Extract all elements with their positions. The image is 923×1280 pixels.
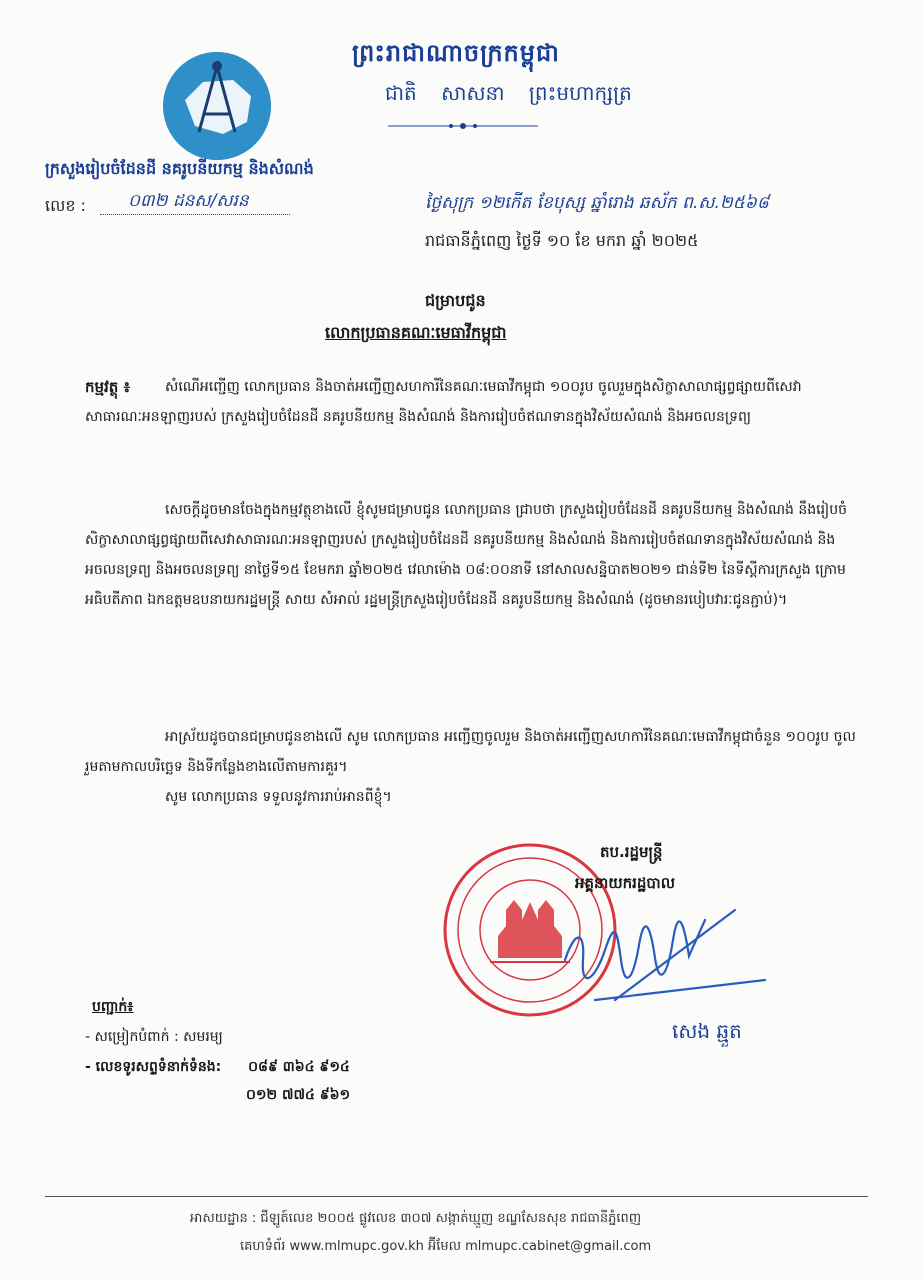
- notes-phone-row: [85, 1057, 350, 1078]
- address-to-label: ជម្រាបជូន: [425, 291, 486, 310]
- notes-phone-2: ០១២ ៧៧៤ ៩៦១: [246, 1087, 351, 1103]
- ministry-name: ក្រសួងរៀបចំដែនដី នគរូបនីយកម្ម និងសំណង់: [45, 159, 314, 178]
- national-motto: ជាតិ សាសនា ព្រះមហាក្សត្រ: [385, 81, 632, 105]
- body-paragraph-2: អាស្រ័យដូចបានជម្រាបជូនខាងលើ សូម លោកប្រធាន អញ្ជើញចូលរួម និងចាត់អញ្ជើញសហការីនៃគណៈមេធាវីកម្ពុជាចំនួន ១០០រូប ចូលរួមតាមកាលបរិច្ឆេទ និងទីកន្លែងខាងលើតាមការគួរ។: [85, 729, 856, 775]
- notes-phone-label: - លេខទូរសព្ទទំនាក់ទំនង:: [85, 1059, 222, 1075]
- notes-phone-1: ០៨៩ ៣៦៤ ៩១៤: [248, 1059, 350, 1075]
- subject-text: សំណើអញ្ជើញ លោកប្រធាន និងចាត់អញ្ជើញសហការីនៃគណៈមេធាវីកម្ពុជា ១០០រូប ចូលរួមក្នុងសិក្ខាសាលាផ្សព្វផ្សាយពីសេវាសាធារណៈអនឡាញរបស់ ក្រសួងរៀបចំដែនដី នគរូបនីយកម្ម និងសំណង់ និងការរៀបចំឥណទានក្នុងវិស័យសំណង់ និងអចលនទ្រព្យ: [85, 379, 802, 425]
- body-paragraph-3: សូម លោកប្រធាន ទទួលនូវការរាប់អានពីខ្ញុំ។: [165, 789, 392, 805]
- footer-web-email: គេហទំព័រ www.mlmupc.gov.kh អ៊ីមែល mlmupc.cabinet@gmail.com: [240, 1239, 652, 1254]
- reference-number: ០៣២ ដនស/សរន: [128, 191, 249, 211]
- recipient-title: លោកប្រធានគណៈមេធាវីកម្ពុជា: [325, 323, 507, 342]
- handwritten-signature: [555, 890, 775, 1020]
- signatory-role: អគ្គនាយករដ្ឋបាល: [575, 874, 675, 892]
- subject-label: កម្មវត្ថុ ៖: [85, 378, 131, 396]
- signatory-name: សេង ឆ្មួត: [672, 1019, 742, 1043]
- solar-date: រាជធានីភ្នំពេញ ថ្ងៃទី ១០ ខែ មករា ឆ្នាំ ២០២៥: [425, 231, 699, 250]
- ornamental-divider: [388, 120, 538, 132]
- signatory-title: តប.រដ្ឋមន្ត្រី: [600, 843, 663, 861]
- notes-title: បញ្ជាក់៖: [92, 999, 134, 1015]
- ministry-crest-logo: [163, 52, 271, 160]
- footer-address: អាសយដ្ឋាន : ជីឡូត៍លេខ ២០០៥ ផ្លូវលេខ ៣០៧ សង្កាត់ឃ្មួញ ខណ្ឌសែនសុខ រាជធានីភ្នំពេញ: [190, 1211, 642, 1226]
- body-paragraph-1: សេចក្តីដូចមានចែងក្នុងកម្មវត្ថុខាងលើ ខ្ញុំសូមជម្រាបជូន លោកប្រធាន ជ្រាបថា ក្រសួងរៀបចំដែនដី នគរូបនីយកម្ម និងសំណង់ នឹងរៀបចំសិក្ខាសាលាផ្សព្វផ្សាយពីសេវាសាធារណៈអនឡាញរបស់ ក្រសួងរៀបចំដែនដី នគរូបនីយកម្ម និងសំណង់ និងការរៀបចំឥណទានក្នុងវិស័យសំណង់ និងអចលនទ្រព្យ និងអចលនទ្រព្យ នាថ្ងៃទី១៥ ខែមករា ឆ្នាំ២០២៥ វេលាម៉ោង ០៨:០០នាទី នៅសាលសន្និបាត២០២១ ជាន់ទី២ នៃទីស្តីការក្រសួង ក្រោមអធិបតីភាព ឯកឧត្តមឧបនាយករដ្ឋមន្ត្រី សាយ សំអាល់ រដ្ឋមន្ត្រីក្រសួងរៀបចំដែនដី នគរូបនីយកម្ម និងសំណង់ (ដូចមានរបៀបវារៈជូនភ្ជាប់)។: [85, 502, 848, 608]
- reference-label: លេខ :: [45, 196, 86, 215]
- kingdom-heading: ព្រះរាជាណាចក្រកម្ពុជា: [352, 39, 560, 67]
- lunar-date: ថ្ងៃសុក្រ ១២កើត ខែបុស្ស ឆ្នាំរោង ឆស័ក ព.ស.២៥៦៨: [425, 193, 769, 213]
- notes-dress-code: - សម្រៀកបំពាក់ : សមរម្យ: [85, 1029, 223, 1045]
- footer-divider: [45, 1196, 868, 1197]
